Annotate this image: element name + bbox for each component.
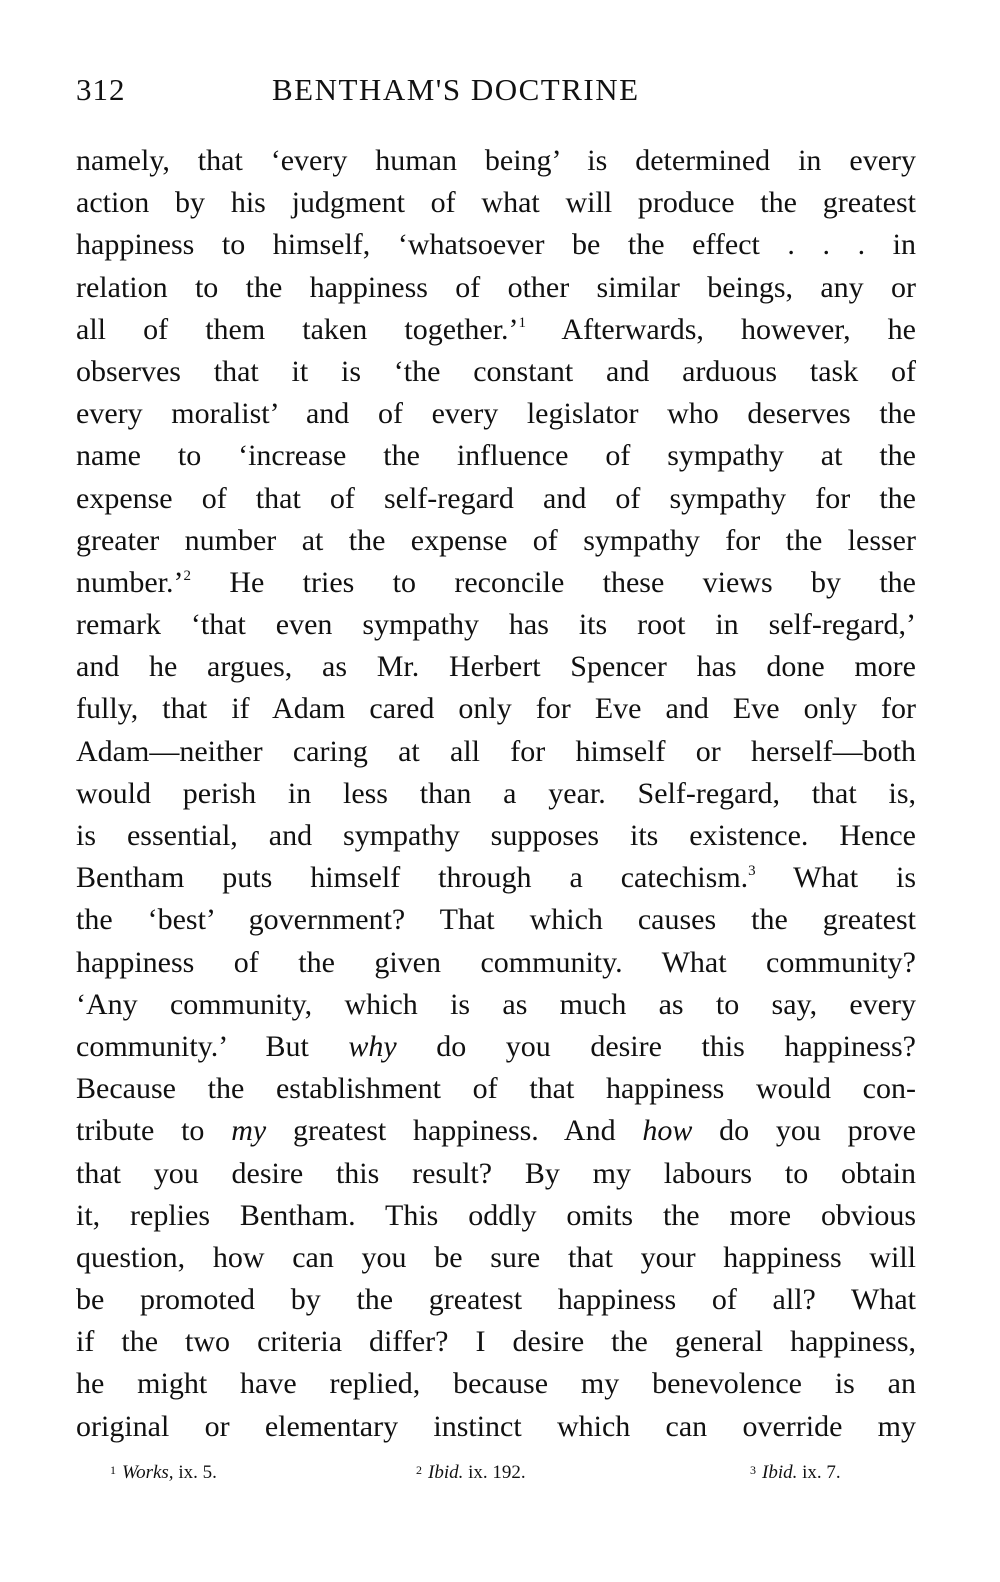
text-line	[76, 984, 916, 1026]
footnote-reference: 3	[748, 863, 756, 880]
footnote-mark: 3	[750, 1463, 756, 1477]
footnote-source: Ibid.	[762, 1462, 798, 1483]
text-segment: do you prove	[692, 1114, 916, 1148]
text-segment: all of them taken together.’	[76, 312, 519, 346]
text-segment: greater number at the expense of sympathy for the lesser	[76, 523, 916, 557]
text-line	[76, 1237, 916, 1279]
text-line	[76, 224, 916, 266]
footnote-mark: 2	[416, 1463, 422, 1477]
footnote-2	[416, 1462, 526, 1484]
text-segment: community.’ But	[76, 1029, 349, 1063]
page-number: 312	[76, 72, 126, 107]
text-segment: would perish in less than a year. Self-regard, that is,	[76, 776, 916, 810]
text-segment: ‘Any community, which is as much as to say, every	[76, 987, 916, 1021]
footnote-3	[750, 1462, 841, 1484]
footnote-ref: ix. 5.	[173, 1462, 217, 1483]
text-line	[76, 942, 916, 984]
text-line	[76, 1195, 916, 1237]
running-title: BENTHAM'S DOCTRINE	[272, 72, 640, 107]
emphasis-text: my	[231, 1114, 267, 1148]
text-line	[76, 435, 916, 477]
text-line	[76, 899, 916, 941]
emphasis-text: why	[348, 1029, 397, 1063]
text-line	[76, 857, 916, 899]
text-line	[76, 1363, 916, 1405]
text-line	[76, 1279, 916, 1321]
footnote-1	[110, 1462, 217, 1484]
text-line	[76, 520, 916, 562]
text-line	[76, 646, 916, 688]
text-segment: greatest happiness. And	[266, 1114, 643, 1148]
text-line	[76, 815, 916, 857]
text-segment: fully, that if Adam cared only for Eve and Eve only for	[76, 692, 916, 726]
text-segment: do you desire this happiness?	[396, 1029, 916, 1063]
footnote-ref: ix. 192.	[463, 1462, 526, 1483]
text-segment: and he argues, as Mr. Herbert Spencer has done more	[76, 650, 916, 684]
body-text	[76, 140, 916, 1448]
text-segment: number.’	[76, 565, 184, 599]
text-segment: happiness to himself, ‘whatsoever be the effect . . . in	[76, 228, 916, 262]
text-segment: it, replies Bentham. This oddly omits the more obvious	[76, 1198, 916, 1232]
text-line	[76, 1068, 916, 1110]
text-line	[76, 478, 916, 520]
text-line	[76, 309, 916, 351]
text-line	[76, 1110, 916, 1152]
text-line	[76, 267, 916, 309]
text-line	[76, 1026, 916, 1068]
text-line	[76, 393, 916, 435]
footnote-mark: 1	[110, 1463, 116, 1477]
footnote-ref: ix. 7.	[797, 1462, 841, 1483]
text-segment: tribute to	[76, 1114, 232, 1148]
text-segment: if the two criteria differ? I desire the general happiness,	[76, 1325, 916, 1359]
text-segment: Because the establishment of that happiness would con-	[76, 1072, 916, 1106]
text-segment: expense of that of self-regard and of sympathy for the	[76, 481, 916, 515]
text-line	[76, 1153, 916, 1195]
text-segment: action by his judgment of what will produce the greatest	[76, 186, 916, 220]
text-segment: original or elementary instinct which can override my	[76, 1409, 916, 1443]
text-segment: be promoted by the greatest happiness of all? What	[76, 1283, 916, 1317]
text-segment: relation to the happiness of other similar beings, any or	[76, 270, 916, 304]
text-segment: question, how can you be sure that your happiness will	[76, 1240, 916, 1274]
text-line	[76, 1406, 916, 1448]
text-segment: Afterwards, however, he	[525, 312, 916, 346]
footnote-source: Ibid.	[428, 1462, 464, 1483]
text-line	[76, 731, 916, 773]
text-line	[76, 351, 916, 393]
text-line	[76, 688, 916, 730]
text-segment: is essential, and sympathy supposes its existence. Hence	[76, 819, 916, 852]
text-segment: observes that it is ‘the constant and arduous task of	[76, 354, 916, 388]
text-segment: remark ‘that even sympathy has its root in self-regard,’	[76, 608, 916, 642]
text-segment: Adam—neither caring at all for himself or herself—both	[76, 734, 916, 768]
footnote-reference: 1	[518, 314, 526, 331]
emphasis-text: how	[642, 1114, 693, 1148]
text-segment: happiness of the given community. What community?	[76, 945, 916, 979]
text-line	[76, 1321, 916, 1363]
text-segment: He tries to reconcile these views by the	[190, 565, 916, 599]
text-segment: What is	[755, 861, 916, 895]
text-line	[76, 562, 916, 604]
text-segment: every moralist’ and of every legislator who deserves the	[76, 397, 916, 431]
text-line	[76, 182, 916, 224]
text-segment: the ‘best’ government? That which causes the greatest	[76, 903, 916, 937]
text-segment: namely, that ‘every human being’ is determined in every	[76, 144, 916, 177]
footnote-source: Works,	[122, 1462, 174, 1483]
text-segment: Bentham puts himself through a catechism.	[76, 861, 749, 895]
footnote-reference: 2	[183, 567, 191, 584]
text-line	[76, 140, 916, 182]
text-segment: that you desire this result? By my labours to obtain	[76, 1156, 916, 1190]
running-header	[76, 72, 916, 116]
text-segment: he might have replied, because my benevolence is an	[76, 1367, 916, 1401]
text-segment: name to ‘increase the influence of sympathy at the	[76, 439, 916, 473]
text-line	[76, 773, 916, 815]
text-line	[76, 604, 916, 646]
